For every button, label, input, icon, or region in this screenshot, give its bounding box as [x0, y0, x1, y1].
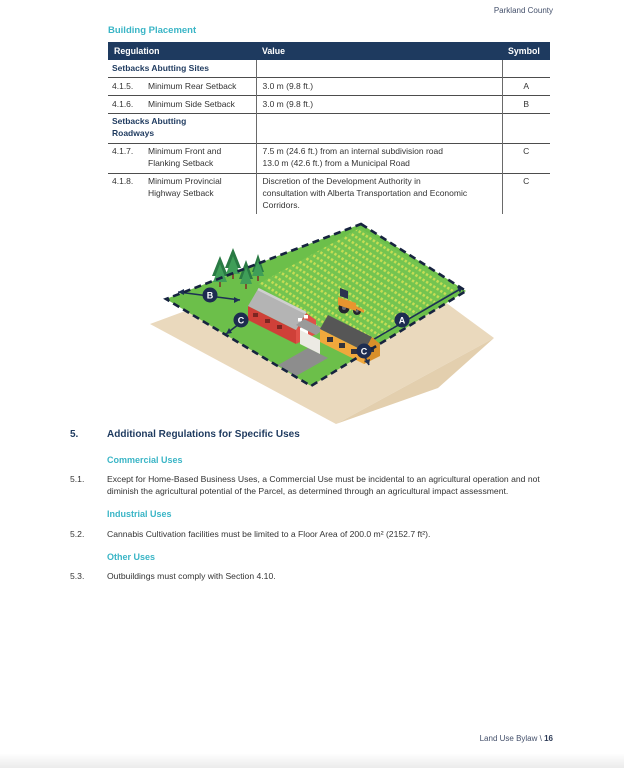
- footer-label: Land Use Bylaw \: [479, 734, 542, 743]
- value-cell: [256, 143, 502, 173]
- value-line: 7.5 m (24.6 ft.) from an internal subdivision road: [262, 146, 443, 157]
- symbol-cell: A: [502, 78, 550, 96]
- regulation-number: 4.1.6.: [112, 98, 134, 109]
- section-title: Additional Regulations for Specific Uses: [107, 429, 300, 440]
- table-row: [108, 173, 550, 214]
- regulation-item: [70, 570, 562, 582]
- page-footer: [480, 734, 553, 743]
- table-row-section-roadways: [108, 113, 550, 143]
- item-text: Cannabis Cultivation facilities must be limited to a Floor Area of 200.0 m² (2152.7 ft²).: [107, 528, 431, 539]
- label-c2: C: [360, 346, 368, 357]
- regulation-number: 4.1.7.: [112, 146, 134, 157]
- table-header-row: [108, 42, 550, 60]
- value-cell: 3.0 m (9.8 ft.): [256, 96, 502, 114]
- section-5: [70, 428, 562, 591]
- section-number: 5.: [70, 429, 79, 440]
- regulation-name: Minimum Side Setback: [148, 98, 235, 109]
- table-row-section-sites: [108, 60, 550, 77]
- value-cell: 3.0 m (9.8 ft.): [256, 78, 502, 96]
- regulation-number: 4.1.8.: [112, 176, 134, 187]
- label-b: B: [206, 290, 214, 301]
- regulation-number: 4.1.5.: [112, 80, 134, 91]
- column-header-value: Value: [256, 42, 502, 60]
- group-other-uses: [70, 551, 562, 583]
- item-text: Except for Home-Based Business Uses, a Commercial Use must be incidental to an agricultural operation and not diminish the agricultural potential of the Parcel, as determined through an agricultural impact assessment.: [107, 473, 540, 496]
- regulation-name: Minimum Front and Flanking Setback: [148, 146, 222, 169]
- symbol-cell: B: [502, 96, 550, 114]
- regulation-item: [70, 473, 562, 498]
- regulation-cell: [112, 99, 250, 111]
- value-cell: [256, 173, 502, 214]
- page-bottom-edge: [0, 754, 624, 768]
- building-placement-title: Building Placement: [108, 25, 197, 36]
- regulation-name: Minimum Provincial Highway Setback: [148, 176, 222, 198]
- header-county: Parkland County: [493, 6, 553, 15]
- item-text: Outbuildings must comply with Section 4.10.: [107, 571, 276, 581]
- column-header-symbol: Symbol: [502, 42, 550, 60]
- group-commercial-uses: [70, 454, 562, 498]
- table-row: [108, 78, 550, 96]
- group-heading: Other Uses: [107, 551, 156, 562]
- group-industrial-uses: [70, 508, 562, 540]
- label-c1: C: [237, 315, 245, 326]
- building-placement-table: [108, 42, 550, 214]
- symbol-cell: C: [502, 173, 550, 214]
- item-number: 5.3.: [70, 571, 85, 581]
- label-a: A: [398, 315, 406, 326]
- table-row: [108, 96, 550, 114]
- group-heading: Industrial Uses: [107, 509, 172, 520]
- section-label: Setbacks Abutting Roadways: [112, 116, 187, 139]
- item-number: 5.1.: [70, 473, 85, 484]
- regulation-cell: [112, 81, 250, 93]
- symbol-cell: C: [502, 143, 550, 173]
- table-row: [108, 143, 550, 173]
- regulation-item: [70, 528, 562, 540]
- regulation-cell: [112, 146, 250, 170]
- regulation-name: Minimum Rear Setback: [148, 80, 237, 91]
- parcel-setback-diagram: [138, 218, 498, 428]
- regulation-cell: [112, 176, 250, 200]
- item-number: 5.2.: [70, 528, 85, 539]
- section-5-heading: [70, 428, 562, 443]
- value-line: 13.0 m (42.6 ft.) from a Municipal Road: [262, 158, 410, 169]
- footer-page-number: 16: [544, 734, 553, 743]
- section-label: Setbacks Abutting Sites: [112, 62, 209, 73]
- column-header-regulation: Regulation: [108, 42, 256, 60]
- group-heading: Commercial Uses: [107, 454, 183, 465]
- value-text: Discretion of the Development Authority in consultation with Alberta Transportation and Economic Corridors.: [262, 176, 468, 210]
